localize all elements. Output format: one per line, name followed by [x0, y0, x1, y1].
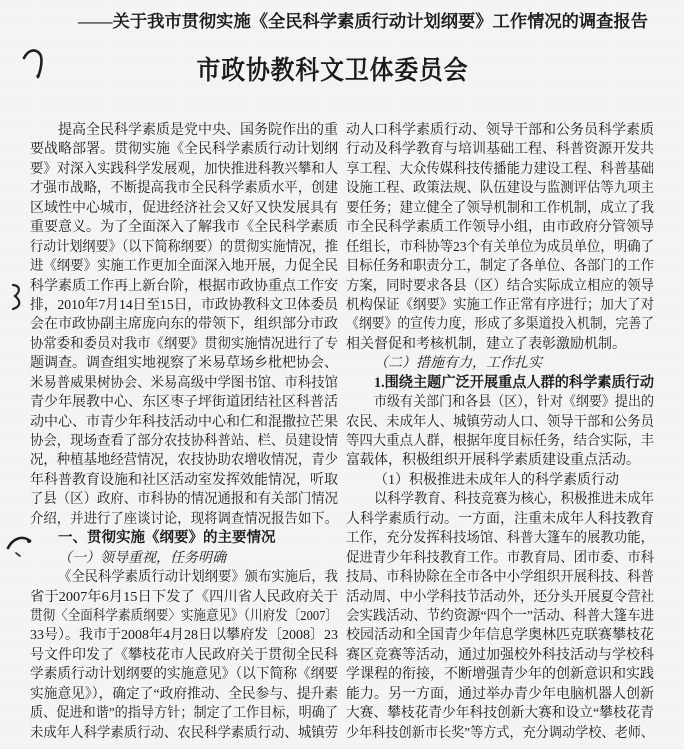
text-line	[30, 257, 338, 276]
line-text: 目标任务和职责分工，制定了各单位、各部门的工作	[346, 259, 654, 275]
line-text: 机构保证《纲要》实施工作正常有序进行；加大了对	[346, 297, 654, 313]
line-text: 动中心、市青少年科技活动中心和仁和混撒拉芒果	[30, 414, 338, 430]
line-text: 少年科技创新市长奖”等方式，充分调动学校、老师、	[346, 725, 654, 741]
text-line	[30, 568, 338, 587]
text-line	[346, 471, 654, 490]
text-line	[30, 277, 338, 296]
line-text: 会在市政协副主席庞向东的带领下，组织部分市政	[30, 317, 338, 333]
text-line	[346, 549, 654, 568]
text-line	[346, 607, 654, 626]
line-text: 未成年人科学素质行动、农民科学素质行动、城镇劳	[30, 725, 338, 741]
line-text: 年科普教育设施和社区活动室发挥效能情况，听取	[30, 472, 338, 488]
line-text: 农民、未成年人、城镇劳动人口、领导干部和公务员	[346, 414, 654, 430]
line-text: 一、贯彻实施《纲要》的主要情况	[58, 530, 276, 547]
line-text: 省于2007年6月15日下发了《四川省人民政府关于	[30, 589, 338, 605]
line-text: 协常委和委员对我市《纲要》贯彻实施情况进行了专	[30, 336, 338, 352]
text-line	[30, 179, 338, 198]
text-line	[346, 529, 654, 548]
line-text: 协会，现场查看了部分农技协科普站、栏、员建设情	[30, 434, 338, 449]
line-text: 要》对深入实践科学发展观，加快推进科教兴攀和人	[30, 161, 338, 177]
text-line	[346, 160, 654, 179]
line-text: 要任务；建立健全了领导机制和工作机制，成立了我	[346, 200, 654, 216]
text-line	[30, 121, 338, 140]
text-line	[30, 374, 338, 393]
line-text: 质、促进和谐”的指导方针；制定了工作目标，明确了	[30, 706, 338, 722]
text-line	[346, 257, 654, 276]
line-text: 才强市战略，不断提高我市全民科学素质水平，创建	[30, 181, 338, 197]
text-line	[346, 140, 654, 159]
text-line	[30, 646, 338, 665]
line-text: 设施工程、政策法规、队伍建设与监测评估等九项主	[346, 181, 654, 197]
text-column-left	[30, 121, 338, 743]
text-line	[30, 685, 338, 704]
report-subtitle	[78, 7, 648, 32]
line-text: 《全民科学素质行动计划纲要》颁布实施后，我	[58, 570, 338, 586]
line-text: 33号）。我市于2008年4月28日以攀府发〔2008〕23	[30, 628, 338, 644]
text-line	[346, 121, 654, 140]
line-text: （一）领导重视，任务明确	[58, 550, 226, 566]
line-text: 行动计划纲要》（以下简称纲要）的贯彻实施情况，推	[30, 239, 338, 255]
text-line	[346, 296, 654, 315]
line-text: 等四大重点人群，根据年度目标任务，结合实际，丰	[346, 434, 654, 449]
text-line	[30, 160, 338, 179]
line-text: 要战略部署。贯彻实施《全民科学素质行动计划纲	[30, 142, 338, 158]
text-line	[346, 490, 654, 509]
text-line	[30, 665, 338, 684]
text-line	[346, 724, 654, 743]
text-line	[30, 510, 338, 529]
text-line	[346, 665, 654, 684]
line-text: 重要意义。为了全面深入了解我市《全民科学素质	[30, 220, 338, 236]
line-text: 况，种植基地经营情况，农技协助农增收情况，青少	[30, 453, 338, 469]
text-line	[346, 704, 654, 723]
pen-brace-mark	[8, 283, 28, 311]
text-line	[346, 238, 654, 257]
line-text: 享工程、大众传媒科技传播能力建设工程、科普基础	[346, 161, 654, 177]
text-line	[346, 199, 654, 218]
line-text: 工作，充分发挥科技场馆、科普大篷车的展教功能，	[346, 531, 654, 547]
line-text: 技局、市科协除在全市各中小学组织开展科技、科普	[346, 570, 654, 586]
text-line	[346, 626, 654, 645]
line-text: 介绍，并进行了座谈讨论，现将调查情况报告如下。	[30, 511, 338, 527]
text-line	[346, 413, 654, 432]
page-title	[0, 50, 675, 87]
line-text: 科学素质工作再上新台阶，根据市政协重点工作安	[30, 278, 338, 294]
text-line	[346, 588, 654, 607]
line-text: 号文件印发了《攀枝花市人民政府关于贯彻全民科	[30, 647, 338, 663]
text-line	[30, 354, 338, 373]
line-text: 进《纲要》实施工作更加全面深入地开展，力促全民	[30, 259, 338, 275]
heading-line	[30, 529, 338, 548]
line-text: 《纲要》的宣传力度，形成了多渠道投入机制，完善了	[346, 317, 654, 333]
heading-line	[30, 549, 338, 568]
text-line	[346, 451, 654, 470]
line-text: 市全民科学素质工作领导小组，由市政府分管领导	[346, 220, 654, 236]
line-text: 1.围绕主题广泛开展重点人群的科学素质行动	[374, 374, 654, 391]
line-text: 以科学教育、科技竞赛为核心，积极推进未成年	[374, 492, 654, 508]
line-text: 了县（区）政府、市科协的情况通报和有关部门情况	[30, 492, 338, 508]
line-text: 学素质行动计划纲要的实施意见》（以下简称《纲要	[30, 667, 338, 683]
text-line	[30, 335, 338, 354]
line-text: 米易普威果树协会、米易高级中学图书馆、市科技馆	[30, 375, 338, 391]
line-text: 学课程的衔接，不断增强青少年的创新意识和实践	[346, 667, 654, 683]
line-text: （1）积极推进未成年人的科学素质行动	[374, 472, 619, 488]
text-line	[346, 393, 654, 412]
text-line	[346, 510, 654, 529]
line-text: 青少年展教中心、东区枣子坪街道团结社区科普活	[30, 395, 338, 411]
line-text: 人科学素质行动。一方面，注重未成年人科技教育	[346, 511, 654, 527]
line-text: 活动周、中小学科技节活动外，还分头开展夏令营社	[346, 589, 654, 605]
text-line	[30, 199, 338, 218]
text-line	[30, 704, 338, 723]
text-line	[346, 568, 654, 587]
line-text: 相关督促和考核机制，建立了表彰激励机制。	[346, 336, 626, 352]
page-title-text: 市政协教科文卫体委员会	[196, 56, 469, 85]
text-line	[30, 724, 338, 743]
text-line	[346, 335, 654, 354]
text-line	[30, 393, 338, 412]
line-text: 贯彻〈全面科学素质纲要〉实施意见》（川府发〔2007〕	[30, 608, 338, 624]
text-line	[30, 315, 338, 334]
line-text: 市级有关部门和各县（区），针对《纲要》提出的	[374, 395, 654, 411]
text-line	[30, 588, 338, 607]
text-line	[30, 432, 338, 451]
text-line	[30, 471, 338, 490]
text-line	[346, 685, 654, 704]
text-line	[30, 218, 338, 237]
heading-line	[346, 354, 654, 373]
line-text: 题调查。调查组实地视察了米易草场乡枇杷协会、	[30, 356, 338, 372]
text-line	[30, 626, 338, 645]
text-column-right	[346, 121, 654, 743]
line-text: 区域性中心城市，促进经济社会又好又快发展具有	[30, 200, 338, 216]
text-line	[346, 218, 654, 237]
text-line	[30, 413, 338, 432]
heading-line	[346, 374, 654, 393]
text-line	[346, 277, 654, 296]
line-text: 提高全民科学素质是党中央、国务院作出的重	[58, 123, 338, 138]
text-line	[30, 451, 338, 470]
line-text: （二）措施有力，工作扎实	[374, 356, 542, 372]
line-text: 促进青少年科技教育工作。市教育局、团市委、市科	[346, 550, 654, 566]
line-text: 能力。另一方面，通过举办青少年电脑机器人创新	[346, 686, 654, 702]
line-text: 会实践活动、节约资源“四个一”活动、科普大篷车进	[346, 608, 654, 624]
text-line	[346, 646, 654, 665]
text-line	[30, 140, 338, 159]
report-subtitle-text: ——关于我市贯彻实施《全民科学素质行动计划纲要》工作情况的调查报告	[78, 12, 648, 31]
line-text: 行动及科学教育与培训基础工程、科普资源开发共	[346, 142, 654, 158]
line-text: 实施意见》），确定了“政府推动、全民参与、提升素	[30, 686, 338, 702]
text-line	[346, 432, 654, 451]
line-text: 校园活动和全国青少年信息学奥林匹克联赛攀枝花	[346, 628, 654, 644]
text-line	[30, 490, 338, 509]
line-text: 大赛、攀枝花青少年科技创新大赛和设立“攀枝花青	[346, 706, 654, 722]
text-line	[30, 296, 338, 315]
line-text: 方案，同时要求各县（区）结合实际成立相应的领导	[346, 278, 654, 294]
text-line	[346, 315, 654, 334]
text-line	[30, 607, 338, 626]
line-text: 动人口科学素质行动、领导干部和公务员科学素质	[346, 123, 654, 138]
text-line	[30, 238, 338, 257]
line-text: 任组长，市科协等23个有关单位为成员单位，明确了	[346, 239, 654, 255]
line-text: 排，2010年7月14日至15日，市政协教科文卫体委员	[30, 297, 338, 313]
text-line	[346, 179, 654, 198]
line-text: 赛区竞赛等活动，通过加强校外科技活动与学校科	[346, 647, 654, 663]
line-text: 富载体，积极组织开展科学素质建设重点活动。	[346, 453, 640, 469]
